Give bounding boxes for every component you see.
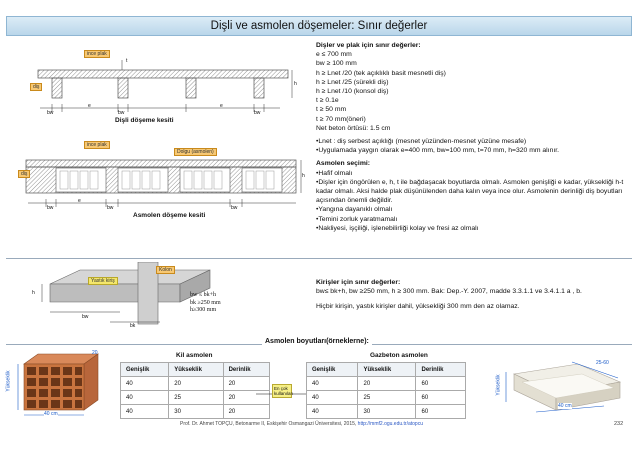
selection-bullet: •Yangına dayanıklı olmalı — [316, 206, 393, 214]
page-title: Dişli ve asmolen döşemeler: Sınır değerler — [6, 16, 632, 36]
col-header: Derinlik — [223, 363, 269, 377]
page-number: 232 — [614, 421, 624, 427]
aerated-width-label: 40 cm — [558, 403, 572, 409]
clay-table-title: Kil asmolen — [176, 352, 213, 359]
table-cell: 20 — [169, 377, 223, 391]
label-yastik-kiris: Yastık kiriş — [88, 277, 118, 285]
table-row — [307, 377, 466, 391]
callout-most-used: En çok kullanılan — [274, 386, 294, 396]
footer — [180, 421, 423, 427]
table-cell: 30 — [169, 405, 223, 419]
selection-heading: Asmolen seçimi: — [316, 160, 371, 168]
label-dis: diş — [30, 83, 42, 91]
table-cell: 20 — [223, 377, 269, 391]
beam-formula: bw ≤ bk+h — [190, 292, 217, 298]
table-cell: 40 — [121, 405, 169, 419]
beam-formula: h≥300 mm — [190, 307, 217, 313]
limit-line: t ≥ 70 mm(öneri) — [316, 115, 366, 123]
ribbed-slab-diagram — [30, 50, 300, 130]
footer-text: Prof. Dr. Ahmet TOPÇU, Betonarme II, Eskişehir Osmangazi Üniversitesi, 2015, — [180, 421, 357, 427]
table-cell: 40 — [307, 391, 358, 405]
table-cell: 20 — [358, 377, 416, 391]
examples-heading: Asmolen boyutları(örneklerne): — [262, 338, 372, 345]
aerated-table — [306, 362, 466, 419]
dim-h-beam: h — [32, 290, 35, 296]
limit-line: h ≥ Lnet /25 (sürekli diş) — [316, 78, 389, 86]
dim-bw-right: bw — [254, 110, 261, 116]
beam-column-diagram — [30, 262, 290, 330]
clay-block-illustration — [6, 352, 106, 418]
table-cell: 25 — [169, 391, 223, 405]
selection-bullet: •Temini zorluk yaratmamalı — [316, 215, 398, 223]
dim-bw-c: bw — [231, 205, 238, 211]
table-cell: 40 — [121, 377, 169, 391]
footer-link[interactable]: http://mmf2.ogu.edu.tr/atopcu — [357, 421, 423, 427]
limit-line: h ≥ Lnet /10 (konsol diş) — [316, 88, 389, 96]
table-cell: 60 — [416, 377, 466, 391]
label-dolgu: Dolgu (asmolen) — [174, 148, 217, 156]
asmolen-slab-caption: Asmolen döşeme kesiti — [133, 212, 206, 219]
label-kolon: Kolon — [156, 266, 175, 274]
dim-e-a: e — [78, 198, 81, 204]
clay-depth-label: 20 — [92, 350, 98, 356]
dim-h: h — [294, 81, 297, 87]
beams-line: bw≤ bk+h, bw ≥250 mm, h ≥ 300 mm. Bak: Dep.-Y. 2007, madde 3.3.1.1 ve 3.4.1.1 a , b. — [316, 288, 582, 296]
asmolen-slab-diagram — [18, 140, 308, 225]
beam-formula: bk ≥250 mm — [190, 299, 221, 306]
limits-heading: Dişler ve plak için sınır değerler: — [316, 42, 421, 49]
table-cell: 25 — [358, 391, 416, 405]
label-ince-plak: ince plak — [84, 50, 110, 58]
aerated-table-title: Gazbeton asmolen — [370, 352, 428, 359]
table-row — [121, 405, 270, 419]
beams-heading: Kirişler için sınır değerler: — [316, 279, 401, 286]
limits-block — [316, 41, 634, 233]
col-header: Yükseklik — [358, 363, 416, 377]
ribbed-slab-caption: Dişli döşeme kesiti — [115, 117, 174, 124]
table-row — [307, 405, 466, 419]
table-cell: 20 — [223, 405, 269, 419]
dim-bw-mid: bw — [118, 110, 125, 116]
dim-bw-left: bw — [47, 110, 54, 116]
limit-line: Net beton örtüsü: 1.5 cm — [316, 124, 391, 132]
limit-line: t ≥ 50 mm — [316, 106, 347, 114]
beam-formulas — [190, 292, 221, 315]
table-cell: 60 — [416, 391, 466, 405]
table-cell: 30 — [358, 405, 416, 419]
table-cell: 20 — [223, 391, 269, 405]
clay-height-label: Yükseklik — [5, 370, 12, 392]
col-header: Genişlik — [121, 363, 169, 377]
limit-line: bw ≥ 100 mm — [316, 60, 357, 68]
aerated-block-illustration — [486, 352, 632, 418]
limit-line: t ≥ 0.1e — [316, 97, 339, 105]
limit-bullet: •Uygulamada yaygın olarak e=400 mm, bw=100 mm, t=70 mm, h=320 mm alınır. — [316, 147, 560, 155]
beams-line: Hiçbir kirişin, yastık kirişler dahil, yüksekliği 300 mm den az olamaz. — [316, 303, 520, 311]
table-row — [121, 391, 270, 405]
dim-bk-beam: bk — [130, 323, 136, 329]
clay-table — [120, 362, 270, 419]
col-header: Yükseklik — [169, 363, 223, 377]
dim-t: t — [126, 58, 128, 64]
selection-bullet: •Hafif olmalı — [316, 169, 353, 177]
selection-bullet: •Nakliyesi, işçiliği, işlenebilirliği kolay ve fresi az olmalı — [316, 224, 479, 232]
beams-block — [316, 278, 634, 312]
dim-bw-a: bw — [47, 205, 54, 211]
section-divider — [6, 258, 632, 259]
label-dis-2: diş — [18, 170, 30, 178]
dim-e: e — [88, 103, 91, 109]
dim-h-2: h — [302, 173, 305, 179]
aerated-height-label: Yükseklik — [495, 374, 502, 396]
limit-line: e ≤ 700 mm — [316, 51, 352, 59]
aerated-depth-label: 25-60 — [596, 360, 609, 366]
table-row — [121, 377, 270, 391]
table-cell: 60 — [416, 405, 466, 419]
clay-width-label: 40 cm — [44, 411, 58, 417]
table-cell: 40 — [307, 377, 358, 391]
col-header: Genişlik — [307, 363, 358, 377]
dim-bw-b: bw — [107, 205, 114, 211]
limit-bullet: •Lnet : diş serbest açıklığı (mesnet yüzünden-mesnet yüzüne mesafe) — [316, 138, 527, 146]
table-cell: 40 — [121, 391, 169, 405]
selection-bullet: •Dişler için öngörülen e, h, t ile bağdaşacak boyutlarda olmalı. Asmolen genişliği e kadar, yüksekliği h-t kadar olmalı. Aksi halde plak düşünülenden daha kalın veya ince olur. Asmolenin derinliği diş boyutları açısından önemli değildir. — [316, 178, 624, 205]
dim-e-2: e — [220, 103, 223, 109]
dim-bw-beam: bw — [82, 314, 89, 320]
limit-line: h ≥ Lnet /20 (tek açıklıklı basit mesnetli diş) — [316, 69, 446, 77]
clay-block-drawing — [6, 352, 106, 418]
label-ince-plak-2: ince plak — [84, 141, 110, 149]
col-header: Derinlik — [416, 363, 466, 377]
table-row — [307, 391, 466, 405]
table-cell: 40 — [307, 405, 358, 419]
